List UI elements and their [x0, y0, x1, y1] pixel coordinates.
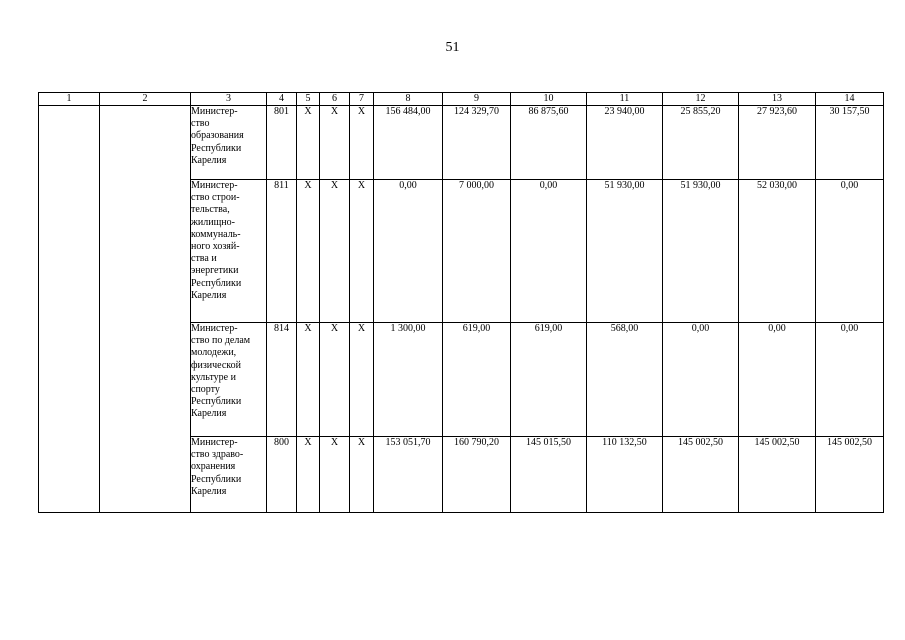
organization-line: Министер- [191, 437, 238, 448]
organization-line: энергетики [191, 265, 239, 277]
organization-line: Карелия [191, 154, 227, 166]
organization-line: Карелия [191, 485, 227, 497]
value-cell: 156 484,00 [374, 106, 443, 180]
column-header: 10 [511, 93, 587, 106]
value-cell: 0,00 [739, 323, 816, 437]
column-header: 2 [100, 93, 191, 106]
organization-line: Карелия [191, 289, 227, 301]
organization-line: культуре и [191, 371, 236, 383]
column-header: 11 [587, 93, 663, 106]
value-cell: 124 329,70 [443, 106, 511, 180]
organization-line: Министер- [191, 106, 238, 117]
column-header: 14 [816, 93, 884, 106]
column-header: 3 [191, 93, 267, 106]
organization-cell [191, 180, 267, 323]
organization-line: жилищно- [191, 216, 235, 228]
value-cell: 619,00 [443, 323, 511, 437]
organization-line: ство строи- [191, 192, 240, 204]
organization-cell [191, 106, 267, 180]
value-cell: 145 015,50 [511, 437, 587, 513]
organization-line: физической [191, 359, 241, 371]
column-header: 5 [297, 93, 320, 106]
organization-line: Карелия [191, 408, 227, 420]
code-cell: 800 [267, 437, 297, 513]
organization-line: Республики [191, 473, 242, 485]
value-cell: 145 002,50 [739, 437, 816, 513]
value-cell: 110 132,50 [587, 437, 663, 513]
value-cell: 52 030,00 [739, 180, 816, 323]
organization-line: Республики [191, 142, 242, 154]
value-cell: 25 855,20 [663, 106, 739, 180]
value-cell: 160 790,20 [443, 437, 511, 513]
organization-line: Министер- [191, 180, 238, 191]
column-header: 6 [320, 93, 350, 106]
column-header: 9 [443, 93, 511, 106]
value-cell: 0,00 [374, 180, 443, 323]
col2-empty-cell [100, 106, 191, 513]
organization-line: коммуналь- [191, 228, 241, 240]
column-header: 1 [39, 93, 100, 106]
column-header: 8 [374, 93, 443, 106]
column-number-row [39, 93, 884, 106]
value-cell: 145 002,50 [816, 437, 884, 513]
organization-line: охранения [191, 461, 236, 473]
organization-line: ного хозяй- [191, 241, 240, 253]
column-header: 13 [739, 93, 816, 106]
column-header: 4 [267, 93, 297, 106]
x-cell: Х [297, 180, 320, 323]
value-cell: 27 923,60 [739, 106, 816, 180]
organization-line: ство здраво- [191, 449, 244, 461]
column-header: 7 [350, 93, 374, 106]
value-cell: 51 930,00 [663, 180, 739, 323]
value-cell: 0,00 [816, 180, 884, 323]
value-cell: 0,00 [663, 323, 739, 437]
x-cell: Х [320, 106, 350, 180]
col1-empty-cell [39, 106, 100, 513]
value-cell: 619,00 [511, 323, 587, 437]
x-cell: Х [350, 106, 374, 180]
value-cell: 145 002,50 [663, 437, 739, 513]
value-cell: 0,00 [511, 180, 587, 323]
value-cell: 7 000,00 [443, 180, 511, 323]
value-cell: 568,00 [587, 323, 663, 437]
organization-line: тельства, [191, 204, 230, 216]
organization-cell [191, 437, 267, 513]
value-cell: 23 940,00 [587, 106, 663, 180]
value-cell: 86 875,60 [511, 106, 587, 180]
x-cell: Х [297, 106, 320, 180]
organization-line: ство по делам [191, 335, 251, 347]
x-cell: Х [297, 437, 320, 513]
value-cell: 30 157,50 [816, 106, 884, 180]
code-cell: 801 [267, 106, 297, 180]
organization-line: Республики [191, 396, 242, 408]
x-cell: Х [350, 323, 374, 437]
budget-table [38, 92, 884, 513]
x-cell: Х [320, 180, 350, 323]
organization-cell [191, 323, 267, 437]
value-cell: 153 051,70 [374, 437, 443, 513]
column-header: 12 [663, 93, 739, 106]
code-cell: 814 [267, 323, 297, 437]
x-cell: Х [350, 180, 374, 323]
x-cell: Х [320, 323, 350, 437]
value-cell: 51 930,00 [587, 180, 663, 323]
value-cell: 0,00 [816, 323, 884, 437]
value-cell: 1 300,00 [374, 323, 443, 437]
organization-line: Министер- [191, 323, 238, 334]
organization-line: молодежи, [191, 347, 237, 359]
x-cell: Х [297, 323, 320, 437]
x-cell: Х [320, 437, 350, 513]
organization-line: ство [191, 118, 210, 130]
organization-line: Республики [191, 277, 242, 289]
code-cell: 811 [267, 180, 297, 323]
organization-line: ства и [191, 253, 217, 265]
organization-line: спорту [191, 384, 220, 396]
organization-line: образования [191, 130, 244, 142]
table-row [39, 106, 884, 180]
x-cell: Х [350, 437, 374, 513]
page-number: 51 [445, 40, 460, 55]
